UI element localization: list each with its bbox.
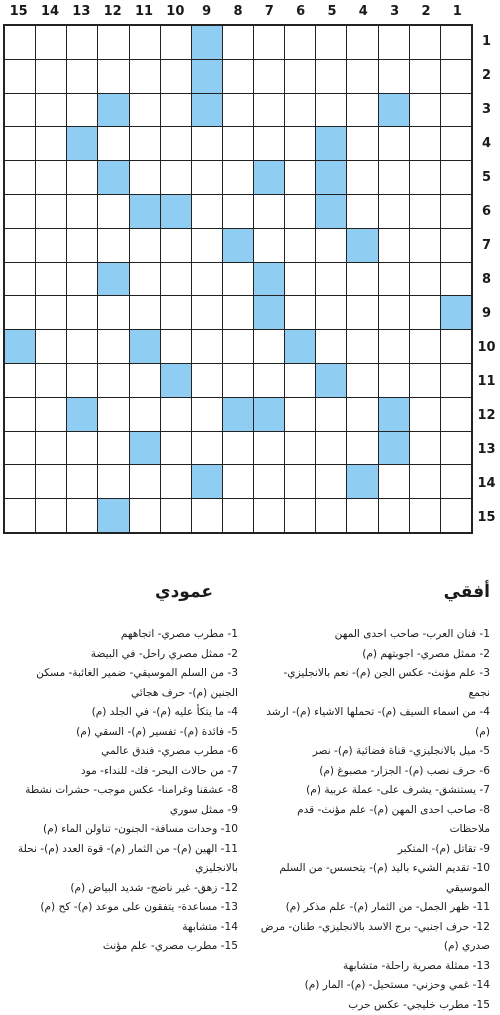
grid-cell[interactable] — [347, 432, 377, 465]
grid-cell[interactable] — [98, 432, 128, 465]
grid-cell[interactable] — [285, 26, 315, 59]
across-clue: 10- تقديم الشيء باليد (م)- يتحسس- من السلم الموسيقي — [260, 859, 490, 898]
grid-cell[interactable] — [36, 127, 66, 160]
shaded-cell — [192, 465, 222, 498]
grid-cell[interactable] — [441, 94, 471, 127]
column-number: 8 — [222, 0, 253, 24]
grid-cell[interactable] — [67, 161, 97, 194]
shaded-cell — [285, 330, 315, 363]
down-clue: 9- ممثل سوري — [6, 801, 238, 821]
grid-cell[interactable] — [130, 127, 160, 160]
row-numbers — [473, 24, 500, 534]
grid-cell[interactable] — [254, 26, 284, 59]
down-clue: 1- مطرب مصري- اتجاههم — [6, 625, 238, 645]
grid-cell[interactable] — [254, 60, 284, 93]
grid-cell[interactable] — [161, 94, 191, 127]
grid-cell[interactable] — [285, 296, 315, 329]
grid-cell[interactable] — [254, 432, 284, 465]
down-clue: 14- متشابهة — [6, 918, 238, 938]
down-clue: 2- ممثل مصري راحل- في البيضة — [6, 645, 238, 665]
down-clue: 6- مطرب مصري- فندق عالمي — [6, 742, 238, 762]
grid-cell[interactable] — [130, 60, 160, 93]
grid-cell[interactable] — [410, 432, 440, 465]
grid-cell[interactable] — [98, 364, 128, 397]
column-number: 5 — [316, 0, 347, 24]
grid-cell[interactable] — [5, 60, 35, 93]
row-number: 3 — [473, 92, 500, 126]
grid-cell[interactable] — [161, 398, 191, 431]
grid-cell[interactable] — [161, 127, 191, 160]
grid-cell[interactable] — [347, 26, 377, 59]
grid-cell[interactable] — [36, 229, 66, 262]
grid-cell[interactable] — [67, 296, 97, 329]
column-number: 6 — [285, 0, 316, 24]
grid-cell[interactable] — [130, 364, 160, 397]
column-number: 4 — [348, 0, 379, 24]
grid-cell[interactable] — [316, 499, 346, 532]
column-number: 12 — [97, 0, 128, 24]
grid-cell[interactable] — [98, 330, 128, 363]
grid-cell[interactable] — [192, 195, 222, 228]
grid-cell[interactable] — [285, 398, 315, 431]
grid-cell[interactable] — [254, 330, 284, 363]
grid-cell[interactable] — [223, 465, 253, 498]
column-number: 15 — [3, 0, 34, 24]
grid-cell[interactable] — [5, 465, 35, 498]
grid-cell[interactable] — [36, 398, 66, 431]
across-clue: 5- ميل بالانجليزي- قناة فضائية (م)- نصر — [260, 742, 490, 762]
grid-cell[interactable] — [67, 195, 97, 228]
grid-cell[interactable] — [161, 465, 191, 498]
grid-cell[interactable] — [441, 60, 471, 93]
across-clue: 8- صاحب احدى المهن (م)- علم مؤنث- قدم ملاحظات — [260, 801, 490, 840]
grid-cell[interactable] — [36, 263, 66, 296]
grid-cell[interactable] — [223, 127, 253, 160]
grid-cell[interactable] — [223, 296, 253, 329]
down-clue: 4- ما يتكأ عليه (م)- في الجلد (م) — [6, 703, 238, 723]
grid-cell[interactable] — [379, 263, 409, 296]
grid-cell[interactable] — [5, 26, 35, 59]
grid-cell[interactable] — [192, 296, 222, 329]
row-number: 4 — [473, 126, 500, 160]
grid-cell[interactable] — [441, 161, 471, 194]
shaded-cell — [98, 499, 128, 532]
grid-cell[interactable] — [441, 432, 471, 465]
grid-cell[interactable] — [192, 161, 222, 194]
grid-cell[interactable] — [98, 229, 128, 262]
grid-cell[interactable] — [347, 398, 377, 431]
grid-cell[interactable] — [36, 60, 66, 93]
row-number: 7 — [473, 228, 500, 262]
grid-cell[interactable] — [254, 127, 284, 160]
grid-cell[interactable] — [67, 499, 97, 532]
grid-cell[interactable] — [161, 263, 191, 296]
column-number: 14 — [34, 0, 65, 24]
grid-cell[interactable] — [5, 263, 35, 296]
grid-cell[interactable] — [410, 296, 440, 329]
grid-cell[interactable] — [254, 499, 284, 532]
grid-cell[interactable] — [441, 229, 471, 262]
grid-cell[interactable] — [347, 127, 377, 160]
grid-cell[interactable] — [379, 330, 409, 363]
grid-cell[interactable] — [379, 60, 409, 93]
down-clue: 10- وحدات مسافة- الجنون- تناولن الماء (م) — [6, 820, 238, 840]
grid-cell[interactable] — [130, 26, 160, 59]
grid-cell[interactable] — [36, 296, 66, 329]
grid-cell[interactable] — [98, 60, 128, 93]
column-number: 3 — [379, 0, 410, 24]
grid-cell[interactable] — [130, 229, 160, 262]
grid-cell[interactable] — [316, 263, 346, 296]
grid-cell[interactable] — [285, 263, 315, 296]
grid-cell[interactable] — [5, 127, 35, 160]
grid-cell[interactable] — [67, 364, 97, 397]
grid-cell[interactable] — [441, 398, 471, 431]
grid-cell[interactable] — [161, 330, 191, 363]
shaded-cell — [254, 398, 284, 431]
grid-cell[interactable] — [5, 364, 35, 397]
across-clue: 13- ممثلة مصرية راحلة- متشابهة — [260, 957, 490, 977]
grid-cell[interactable] — [254, 195, 284, 228]
shaded-cell — [192, 26, 222, 59]
row-number: 12 — [473, 398, 500, 432]
grid-cell[interactable] — [410, 161, 440, 194]
shaded-cell — [223, 229, 253, 262]
row-number: 8 — [473, 262, 500, 296]
grid-cell[interactable] — [379, 364, 409, 397]
grid-cell[interactable] — [5, 296, 35, 329]
shaded-cell — [441, 296, 471, 329]
grid-cell[interactable] — [130, 499, 160, 532]
shaded-cell — [67, 127, 97, 160]
across-clue: 7- يستنشق- يشرف على- عملة عربية (م) — [260, 781, 490, 801]
grid-cell[interactable] — [316, 229, 346, 262]
grid-cell[interactable] — [379, 26, 409, 59]
grid-cell[interactable] — [223, 94, 253, 127]
across-clue: 4- من اسماء السيف (م)- تحملها الاشياء (م)- ارشد (م) — [260, 703, 490, 742]
grid-cell[interactable] — [223, 364, 253, 397]
grid-cell[interactable] — [223, 330, 253, 363]
grid-cell[interactable] — [410, 499, 440, 532]
down-clue: 5- فائدة (م)- تفسير (م)- السقي (م) — [6, 723, 238, 743]
grid-cell[interactable] — [98, 465, 128, 498]
across-clues-list — [260, 625, 490, 1015]
grid-cell[interactable] — [223, 195, 253, 228]
shaded-cell — [130, 432, 160, 465]
grid-cell[interactable] — [316, 330, 346, 363]
shaded-cell — [316, 127, 346, 160]
grid-cell[interactable] — [410, 364, 440, 397]
grid-cell[interactable] — [192, 398, 222, 431]
grid-cell[interactable] — [223, 161, 253, 194]
shaded-cell — [192, 94, 222, 127]
grid-cell[interactable] — [441, 465, 471, 498]
grid-cell[interactable] — [347, 364, 377, 397]
grid-cell[interactable] — [36, 499, 66, 532]
column-number: 7 — [254, 0, 285, 24]
grid-cell[interactable] — [223, 499, 253, 532]
grid-cell[interactable] — [5, 161, 35, 194]
grid-cell[interactable] — [223, 263, 253, 296]
across-clue: 3- علم مؤنث- عكس الجن (م)- نعم بالانجليزي- نجمع — [260, 664, 490, 703]
shaded-cell — [254, 161, 284, 194]
grid-cell[interactable] — [36, 432, 66, 465]
grid-cell[interactable] — [410, 398, 440, 431]
grid-cell[interactable] — [285, 432, 315, 465]
grid-cell[interactable] — [98, 398, 128, 431]
grid-cell[interactable] — [36, 465, 66, 498]
shaded-cell — [316, 364, 346, 397]
grid-cell[interactable] — [254, 364, 284, 397]
grid-cell[interactable] — [316, 26, 346, 59]
shaded-cell — [98, 263, 128, 296]
grid-cell[interactable] — [410, 229, 440, 262]
column-number: 13 — [66, 0, 97, 24]
shaded-cell — [67, 398, 97, 431]
row-number: 13 — [473, 432, 500, 466]
grid-cell[interactable] — [285, 161, 315, 194]
grid-cell[interactable] — [254, 465, 284, 498]
grid-cell[interactable] — [441, 330, 471, 363]
shaded-cell — [98, 161, 128, 194]
shaded-cell — [161, 195, 191, 228]
grid-cell[interactable] — [98, 296, 128, 329]
row-number: 15 — [473, 500, 500, 534]
grid-cell[interactable] — [67, 432, 97, 465]
shaded-cell — [316, 161, 346, 194]
row-number: 14 — [473, 466, 500, 500]
grid-cell[interactable] — [36, 195, 66, 228]
grid-cell[interactable] — [98, 195, 128, 228]
grid-cell[interactable] — [379, 161, 409, 194]
column-numbers — [3, 0, 473, 24]
shaded-cell — [161, 364, 191, 397]
shaded-cell — [5, 330, 35, 363]
grid-cell[interactable] — [379, 127, 409, 160]
grid-cell[interactable] — [347, 296, 377, 329]
down-clue: 7- من حالات البحر- فك- للنداء- مود — [6, 762, 238, 782]
grid-cell[interactable] — [36, 161, 66, 194]
across-clue: 2- ممثل مصري- اجوبتهم (م) — [260, 645, 490, 665]
grid-cell[interactable] — [130, 465, 160, 498]
grid-cell[interactable] — [130, 161, 160, 194]
grid-cell[interactable] — [285, 60, 315, 93]
shaded-cell — [379, 94, 409, 127]
grid-cell[interactable] — [285, 195, 315, 228]
column-number: 1 — [442, 0, 473, 24]
grid-cell[interactable] — [161, 296, 191, 329]
down-clue: 15- مطرب مصري- علم مؤنث — [6, 937, 238, 957]
grid-cell[interactable] — [379, 229, 409, 262]
grid-cell[interactable] — [192, 263, 222, 296]
grid-cell[interactable] — [316, 398, 346, 431]
across-clue: 1- فنان العرب- صاحب احدى المهن — [260, 625, 490, 645]
grid-cell[interactable] — [98, 26, 128, 59]
grid-cell[interactable] — [347, 60, 377, 93]
grid-cell[interactable] — [192, 364, 222, 397]
shaded-cell — [130, 330, 160, 363]
crossword-grid[interactable] — [3, 24, 473, 534]
row-number: 2 — [473, 58, 500, 92]
grid-cell[interactable] — [192, 127, 222, 160]
across-clue: 15- مطرب خليجي- عكس حرب — [260, 996, 490, 1015]
grid-cell[interactable] — [316, 94, 346, 127]
across-clue: 6- حرف نصب (م)- الجزار- مصبوغ (م) — [260, 762, 490, 782]
grid-cell[interactable] — [67, 94, 97, 127]
shaded-cell — [223, 398, 253, 431]
down-clue: 3- من السلم الموسيقي- ضمير الغائبة- مسكن الجنين (م)- حرف هجائي — [6, 664, 238, 703]
across-clue: 14- غمي وحزني- مستحيل- (م)- المار (م) — [260, 976, 490, 996]
grid-cell[interactable] — [161, 432, 191, 465]
row-number: 6 — [473, 194, 500, 228]
shaded-cell — [347, 465, 377, 498]
grid-cell[interactable] — [223, 26, 253, 59]
grid-cell[interactable] — [36, 94, 66, 127]
shaded-cell — [379, 432, 409, 465]
grid-cell[interactable] — [5, 432, 35, 465]
down-clue: 12- زهق- غير ناضج- شديد البياض (م) — [6, 879, 238, 899]
grid-cell[interactable] — [67, 26, 97, 59]
grid-cell[interactable] — [36, 330, 66, 363]
row-number: 5 — [473, 160, 500, 194]
grid-cell[interactable] — [410, 127, 440, 160]
down-heading: عمودي — [155, 582, 213, 602]
grid-cell[interactable] — [410, 330, 440, 363]
grid-cell[interactable] — [347, 195, 377, 228]
down-clue: 8- عشقنا وغرامنا- عكس موجب- حشرات نشطة — [6, 781, 238, 801]
grid-cell[interactable] — [98, 127, 128, 160]
shaded-cell — [254, 263, 284, 296]
grid-cell[interactable] — [161, 229, 191, 262]
row-number: 9 — [473, 296, 500, 330]
grid-cell[interactable] — [285, 94, 315, 127]
grid-cell[interactable] — [161, 161, 191, 194]
grid-cell[interactable] — [5, 195, 35, 228]
shaded-cell — [98, 94, 128, 127]
grid-cell[interactable] — [410, 465, 440, 498]
grid-cell[interactable] — [441, 364, 471, 397]
grid-cell[interactable] — [285, 499, 315, 532]
grid-cell[interactable] — [161, 499, 191, 532]
grid-cell[interactable] — [254, 94, 284, 127]
grid-cell[interactable] — [410, 26, 440, 59]
grid-cell[interactable] — [410, 263, 440, 296]
grid-cell[interactable] — [347, 161, 377, 194]
column-number: 2 — [410, 0, 441, 24]
across-clue: 11- ظهر الجمل- من الثمار (م)- علم مذكر (م) — [260, 898, 490, 918]
grid-cell[interactable] — [5, 499, 35, 532]
grid-cell[interactable] — [130, 263, 160, 296]
grid-cell[interactable] — [254, 229, 284, 262]
grid-cell[interactable] — [36, 364, 66, 397]
grid-cell[interactable] — [410, 60, 440, 93]
grid-cell[interactable] — [316, 465, 346, 498]
grid-cell[interactable] — [285, 364, 315, 397]
grid-cell[interactable] — [67, 60, 97, 93]
row-number: 1 — [473, 24, 500, 58]
grid-cell[interactable] — [67, 229, 97, 262]
grid-cell[interactable] — [5, 94, 35, 127]
column-number: 9 — [191, 0, 222, 24]
row-number: 11 — [473, 364, 500, 398]
grid-cell[interactable] — [347, 263, 377, 296]
grid-cell[interactable] — [316, 296, 346, 329]
grid-cell[interactable] — [67, 330, 97, 363]
across-heading: أفقي — [444, 582, 490, 602]
row-number: 10 — [473, 330, 500, 364]
grid-cell[interactable] — [67, 263, 97, 296]
grid-cell[interactable] — [347, 94, 377, 127]
grid-cell[interactable] — [5, 398, 35, 431]
grid-cell[interactable] — [316, 432, 346, 465]
grid-cell[interactable] — [441, 195, 471, 228]
grid-cell[interactable] — [192, 432, 222, 465]
grid-cell[interactable] — [130, 398, 160, 431]
grid-cell[interactable] — [67, 465, 97, 498]
grid-cell[interactable] — [192, 330, 222, 363]
grid-cell[interactable] — [441, 499, 471, 532]
shaded-cell — [379, 398, 409, 431]
grid-cell[interactable] — [130, 296, 160, 329]
grid-cell[interactable] — [36, 26, 66, 59]
down-clues-list — [6, 625, 238, 957]
shaded-cell — [347, 229, 377, 262]
grid-cell[interactable] — [379, 195, 409, 228]
grid-cell[interactable] — [410, 94, 440, 127]
grid-cell[interactable] — [441, 127, 471, 160]
grid-cell[interactable] — [223, 60, 253, 93]
shaded-cell — [254, 296, 284, 329]
grid-cell[interactable] — [441, 263, 471, 296]
grid-cell[interactable] — [223, 432, 253, 465]
grid-cell[interactable] — [285, 127, 315, 160]
grid-cell[interactable] — [192, 499, 222, 532]
down-clue: 13- مساعدة- يتفقون على موعد (م)- كح (م) — [6, 898, 238, 918]
shaded-cell — [130, 195, 160, 228]
shaded-cell — [192, 60, 222, 93]
grid-cell[interactable] — [130, 94, 160, 127]
column-number: 10 — [160, 0, 191, 24]
grid-cell[interactable] — [379, 499, 409, 532]
across-clue: 9- تقاتل (م)- المتكبر — [260, 840, 490, 860]
column-number: 11 — [128, 0, 159, 24]
grid-cell[interactable] — [192, 229, 222, 262]
grid-cell[interactable] — [347, 499, 377, 532]
down-clue: 11- الهين (م)- من الثمار (م)- قوة العدد (م)- نحلة بالانجليزي — [6, 840, 238, 879]
grid-cell[interactable] — [379, 296, 409, 329]
grid-cell[interactable] — [285, 465, 315, 498]
shaded-cell — [316, 195, 346, 228]
grid-cell[interactable] — [379, 465, 409, 498]
grid-cell[interactable] — [441, 26, 471, 59]
grid-cell[interactable] — [316, 60, 346, 93]
grid-cell[interactable] — [5, 229, 35, 262]
across-clue: 12- حرف اجنبي- برج الاسد بالانجليزي- طنان- مرض صدري (م) — [260, 918, 490, 957]
grid-cell[interactable] — [347, 330, 377, 363]
grid-cell[interactable] — [410, 195, 440, 228]
grid-cell[interactable] — [161, 26, 191, 59]
grid-cell[interactable] — [161, 60, 191, 93]
grid-cell[interactable] — [285, 229, 315, 262]
